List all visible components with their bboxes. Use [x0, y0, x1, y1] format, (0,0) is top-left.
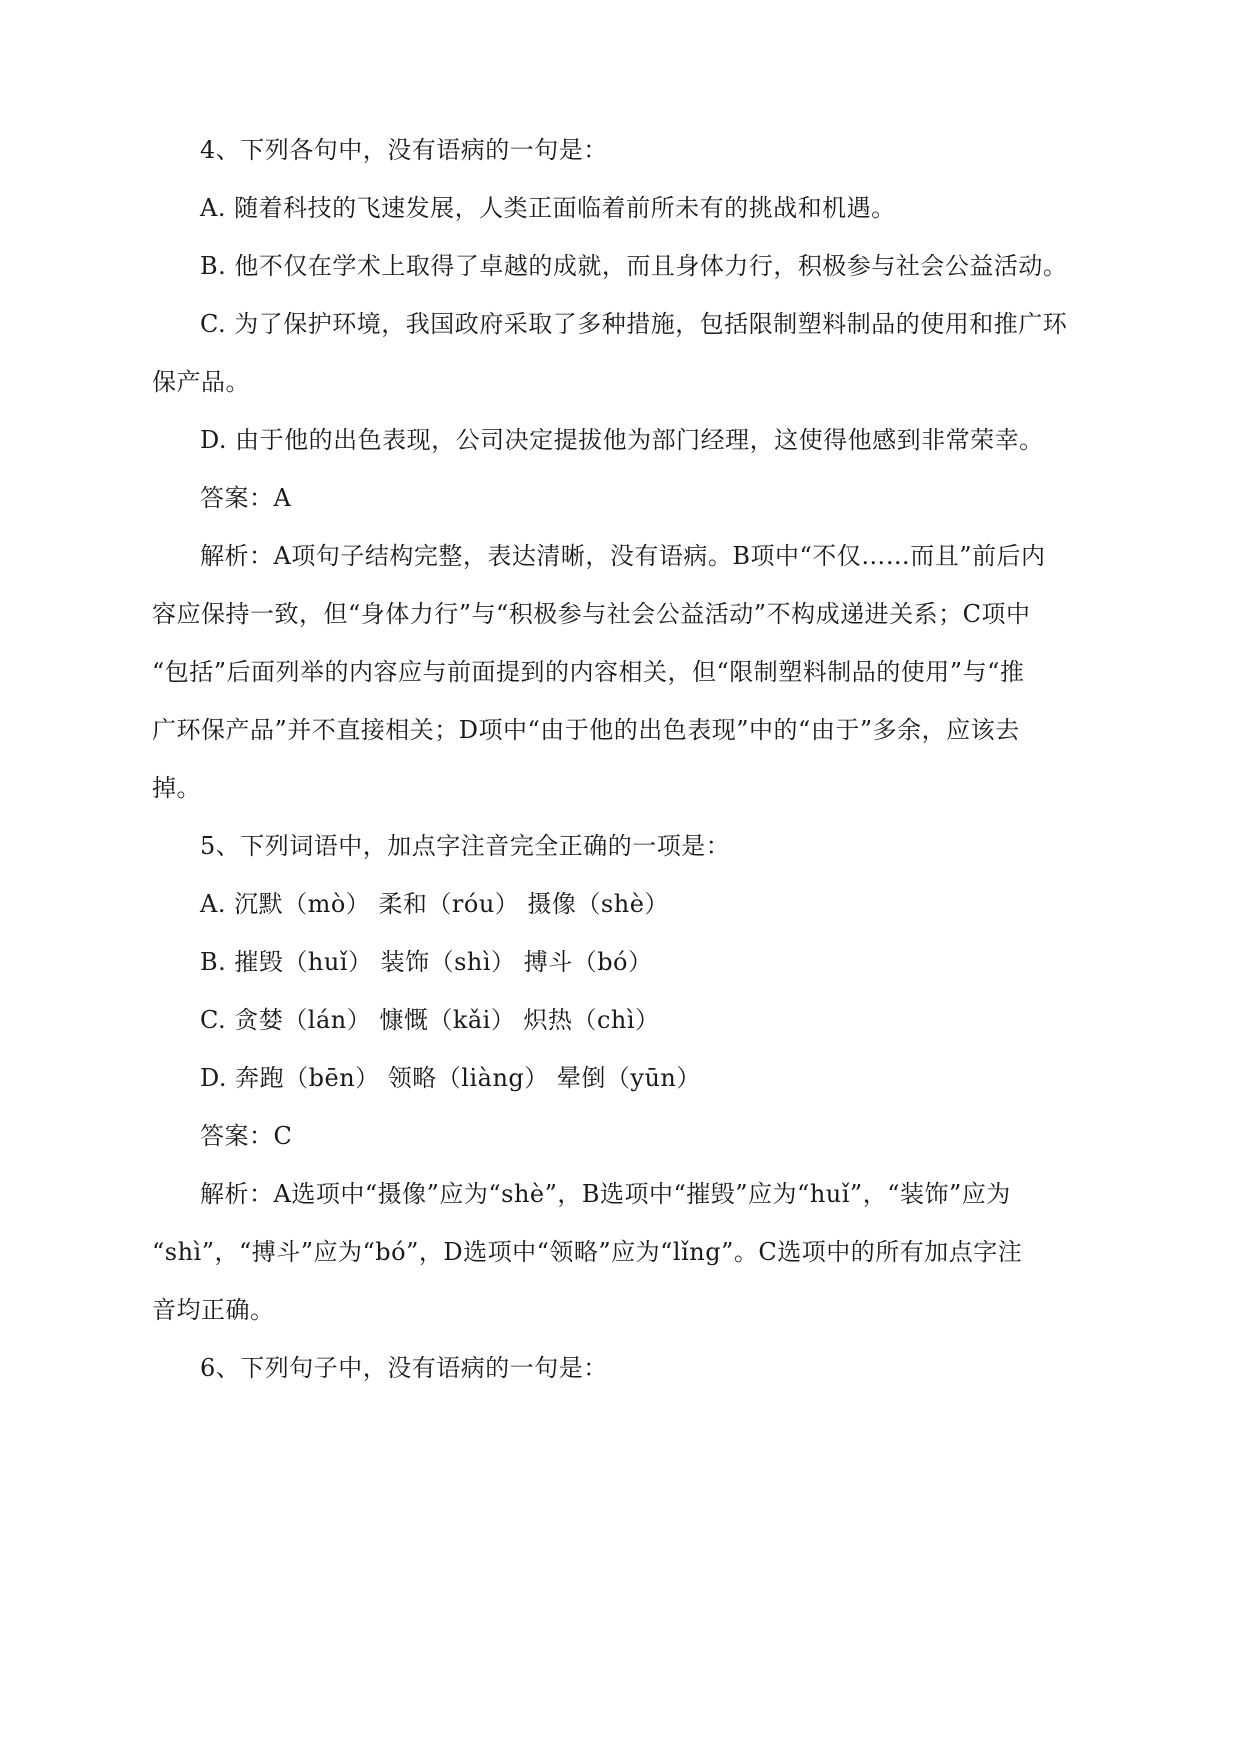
q4-analysis-line4: 广环保产品”并不直接相关；D项中“由于他的出色表现”中的“由于”多余，应该去 [152, 716, 1020, 744]
q4-option-d: D. 由于他的出色表现，公司决定提拔他为部门经理，这使得他感到非常荣幸。 [200, 426, 1044, 454]
q5-option-a: A. 沉默（mò） 柔和（róu） 摄像（shè） [200, 890, 669, 918]
q4-analysis-line5: 掉。 [152, 774, 201, 802]
q5-analysis-line3: 音均正确。 [152, 1296, 275, 1324]
q4-analysis-line1: 解析：A项句子结构完整，表达清晰，没有语病。B项中“不仅……而且”前后内 [200, 542, 1046, 570]
q4-option-a: A. 随着科技的飞速发展，人类正面临着前所未有的挑战和机遇。 [200, 194, 896, 222]
q5-analysis-line2: “shì”，“搏斗”应为“bó”，D选项中“领略”应为“lǐng”。C选项中的所有加点字注 [152, 1238, 1023, 1266]
q4-answer: 答案：A [200, 484, 292, 512]
q4-question: 4、下列各句中，没有语病的一句是： [200, 136, 608, 164]
q4-analysis-line3: “包括”后面列举的内容应与前面提到的内容相关，但“限制塑料制品的使用”与“推 [152, 658, 1025, 686]
q4-option-c-line1: C. 为了保护环境，我国政府采取了多种措施，包括限制塑料制品的使用和推广环 [200, 310, 1068, 338]
q4-option-c-line2: 保产品。 [152, 368, 250, 396]
q6-question: 6、下列句子中，没有语病的一句是： [200, 1354, 608, 1382]
q5-option-d: D. 奔跑（bēn） 领略（liàng） 晕倒（yūn） [200, 1064, 701, 1092]
q4-analysis-line2: 容应保持一致，但“身体力行”与“积极参与社会公益活动”不构成递进关系；C项中 [152, 600, 1031, 628]
q5-question: 5、下列词语中，加点字注音完全正确的一项是： [200, 832, 731, 860]
q4-option-b: B. 他不仅在学术上取得了卓越的成就，而且身体力行，积极参与社会公益活动。 [200, 252, 1068, 280]
q5-answer: 答案：C [200, 1122, 293, 1150]
q5-option-b: B. 摧毁（huǐ） 装饰（shì） 搏斗（bó） [200, 948, 653, 976]
q5-analysis-line1: 解析：A选项中“摄像”应为“shè”，B选项中“摧毁”应为“huǐ”，“装饰”应为 [200, 1180, 1011, 1208]
q5-option-c: C. 贪婪（lán） 慷慨（kǎi） 炽热（chì） [200, 1006, 660, 1034]
